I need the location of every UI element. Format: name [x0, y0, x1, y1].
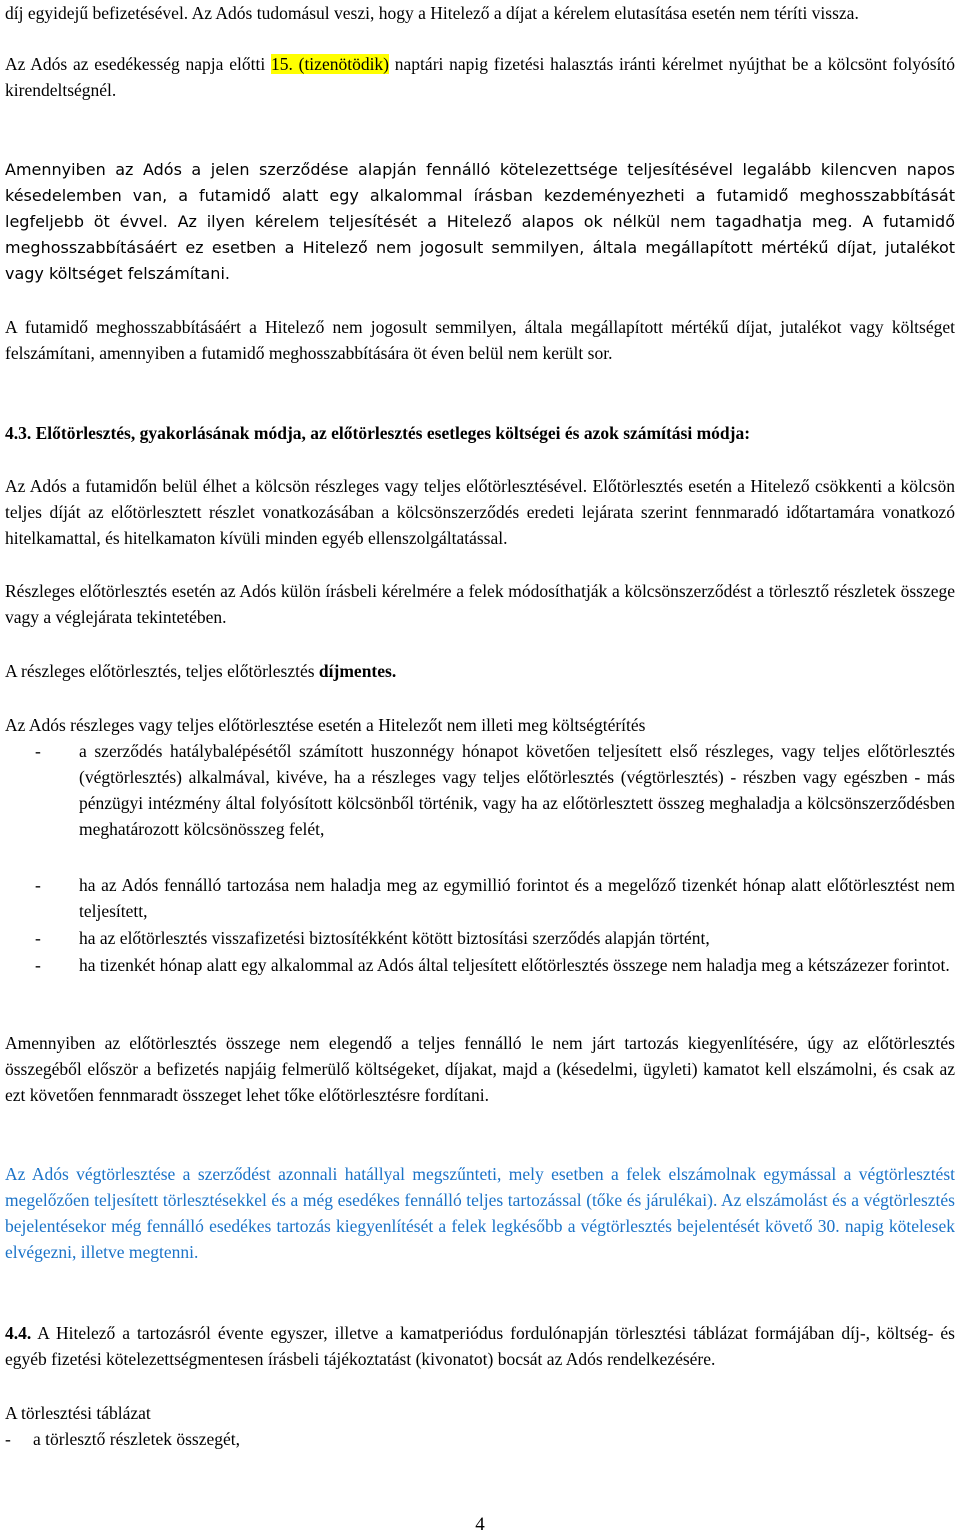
paragraph-section-4-4	[5, 1320, 955, 1372]
list-item-text: ha tizenkét hónap alatt egy alkalommal az Adós által teljesített előtörlesztés összege nem haladja meg a kétszázezer forintot.	[79, 955, 950, 975]
list-item-text: a szerződés hatálybalépésétől számított huszonnégy hónapot követően teljesített első részleges, vagy teljes előtörlesztés (végtörlesztés) alkalmával, kivéve, ha a részleges vagy teljes előtörlesztés (végtörlesztés) - részben vagy egészben - más pénzügyi intézmény által folyósított kölcsönből történik, vagy ha az előtörlesztett összeg meghaladja a kölcsönszerződésben meghatározott kölcsönösszeg felét,	[79, 741, 955, 839]
paragraph-term-extension: Amennyiben az Adós a jelen szerződése alapján fennálló kötelezettsége teljesítésével legalább kilencven napos késedelemben van, a futamidő alatt egy alkalommal írásban kezdeményezheti a futamidő meghosszabbítását legfeljebb öt évvel. Az ilyen kérelem teljesítését a Hitelező alapos ok nélkül nem tagadhatja meg. A futamidő meghosszabbításáért ez esetben a Hitelező nem jogosult semmilyen, általa megállapított mértékű díjat, jutalékot vagy költséget felszámítani.	[5, 160, 955, 283]
section-4-4-text: A Hitelező a tartozásról évente egyszer, illetve a kamatperiódus fordulónapján törlesztési táblázat formájában díj-, költség- és egyéb fizetési kötelezettségmentesen írásbeli tájékoztatást (kivonatot) bocsát az Adós rendelkezésére.	[5, 1323, 955, 1369]
prepayment-free-text: A részleges előtörlesztés, teljes előtörlesztés	[5, 661, 319, 681]
paragraph-extension-fee: A futamidő meghosszabbításáért a Hitelező nem jogosult semmilyen, általa megállapított mértékű díjat, jutalékot vagy költséget felszámítani, amennyiben a futamidő meghosszabbítására öt éven belül nem került sor.	[5, 317, 955, 363]
paragraph-prepayment-free	[5, 658, 955, 684]
paragraph-fee-refund: díj egyidejű befizetésével. Az Adós tudomásul veszi, hogy a Hitelező a díjat a kérelem elutasítása esetén nem téríti vissza.	[5, 3, 859, 23]
list-dash: -	[35, 741, 41, 761]
deferral-text-end: naptári napig fizetési halasztás iránti kérelmet nyújthat be a kölcsönt folyósító kirendeltségnél.	[5, 54, 956, 100]
list-dash: -	[5, 1429, 11, 1449]
paragraph-final-repayment: Az Adós végtörlesztése a szerződést azonnali hatállyal megszűnteti, mely esetben a felek elszámolnak egymással a végtörlesztést megelőzően teljesített törlesztésekkel és a még esedékes fennálló teljes tartozással (tőke és járulékai). Az elszámolást és a végtörlesztés bejelentésekor még fennálló esedékes tartozás kiegyenlítését a felek legkésőbb a végtörlesztés bejelentését követő 30. napig kötelesek elvégezni, illetve megtenni.	[5, 1164, 955, 1262]
list-item-text: ha az Adós fennálló tartozása nem haladja meg az egymillió forintot és a megelőző tizenkét hónap alatt előtörlesztést nem teljesített,	[79, 875, 955, 921]
paragraph-partial-prepayment: Részleges előtörlesztés esetén az Adós külön írásbeli kérelmére a felek módosíthatják a kölcsönszerződést a törlesztő részletek összege vagy a véglejárata tekintetében.	[5, 581, 955, 627]
section-4-4-number: 4.4.	[5, 1323, 32, 1343]
paragraph-insufficient-prepayment: Amennyiben az előtörlesztés összege nem elegendő a teljes fennálló le nem járt tartozás kiegyenlítésére, úgy az előtörlesztés összegéből először a befizetés napjáig felmerülő költségeket, díjakat, majd a (késedelmi, ügyleti) kamatot kell elszámolni, és csak az ezt követően fennmaradt összeget lehet tőke előtörlesztésre fordítani.	[5, 1033, 955, 1105]
highlighted-days: 15. (tizenötödik)	[270, 54, 390, 74]
paragraph-repayment-table: A törlesztési táblázat	[5, 1403, 151, 1423]
list-dash: -	[35, 875, 41, 895]
section-4-3-heading	[5, 420, 955, 446]
paragraph-payment-deferral	[5, 51, 955, 103]
paragraph-no-cost-reimbursement: Az Adós részleges vagy teljes előtörlesztése esetén a Hitelezőt nem illeti meg költségtérítés	[5, 715, 646, 735]
paragraph-prepayment: Az Adós a futamidőn belül élhet a kölcsön részleges vagy teljes előtörlesztésével. Előtörlesztés esetén a Hitelező csökkenti a kölcsön teljes díját az előtörlesztett részlet vonatkozásában a kölcsönszerződés eredeti lejárata szerint fennmaradó időtartamára vonatkozó hitelkamattal, és hitelkamaton kívüli minden egyéb ellenszolgáltatással.	[5, 476, 955, 548]
fee-free-label: díjmentes.	[318, 661, 397, 681]
list-item	[5, 872, 955, 924]
list-item	[5, 925, 955, 951]
list-item	[5, 738, 955, 870]
list-item-text: a törlesztő részletek összegét,	[33, 1429, 240, 1449]
deferral-text-start: Az Adós az esedékesség napja előtti	[5, 54, 271, 74]
list-dash: -	[35, 955, 41, 975]
page-number: 4	[475, 1514, 485, 1535]
list-dash: -	[35, 928, 41, 948]
section-4-3-title: 4.3. Előtörlesztés, gyakorlásának módja, az előtörlesztés esetleges költségei és azok számítási módja:	[5, 423, 751, 443]
list-item-text: ha az előtörlesztés visszafizetési biztosítékként kötött biztosítási szerződés alapján történt,	[79, 928, 710, 948]
list-item	[5, 952, 955, 1004]
list-item	[5, 1426, 955, 1452]
